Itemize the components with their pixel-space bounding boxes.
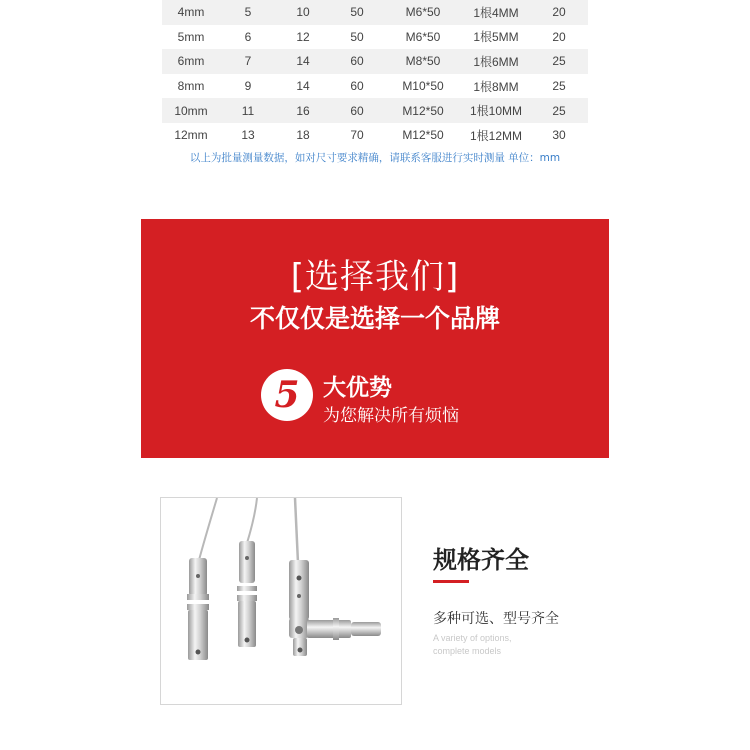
table-cell: M12*50 — [384, 123, 462, 148]
table-cell: 13 — [220, 123, 276, 148]
table-cell: 70 — [330, 123, 384, 148]
table-cell: 1根6MM — [462, 49, 530, 74]
table-cell: M10*50 — [384, 74, 462, 99]
table-row — [162, 25, 588, 50]
table-cell: 6mm — [162, 49, 220, 74]
table-row — [162, 0, 588, 25]
table-cell: 14 — [276, 74, 330, 99]
table-cell: 5 — [220, 0, 276, 25]
advantage-number-badge: 5 — [261, 369, 313, 421]
table-cell: 60 — [330, 98, 384, 123]
table-cell: 1根5MM — [462, 25, 530, 50]
table-cell: 18 — [276, 123, 330, 148]
table-cell: 7 — [220, 49, 276, 74]
table-cell: 5mm — [162, 25, 220, 50]
feature-english-line2: complete models — [433, 646, 502, 656]
fitting-middle — [237, 541, 257, 647]
spec-table — [162, 0, 588, 148]
wire-rope-fittings-illustration — [161, 498, 401, 704]
spec-table-body — [162, 0, 588, 148]
advantage-title: 大优势 — [323, 375, 392, 401]
table-cell: 12mm — [162, 123, 220, 148]
cable-right — [295, 498, 298, 563]
table-cell: 60 — [330, 49, 384, 74]
table-cell: 25 — [530, 74, 588, 99]
table-cell: 16 — [276, 98, 330, 123]
table-cell: 1根8MM — [462, 74, 530, 99]
feature-title: 规格齐全 — [433, 546, 529, 574]
table-cell: 25 — [530, 49, 588, 74]
table-cell: 1根4MM — [462, 0, 530, 25]
fitting-right — [289, 560, 381, 656]
table-cell: 1根10MM — [462, 98, 530, 123]
measurement-note: 以上为批量测量数据，如对尺寸要求精确，请联系客服进行实时测量 单位：mm — [189, 152, 561, 164]
table-cell: 10mm — [162, 98, 220, 123]
feature-title-underline — [433, 580, 469, 583]
table-cell: 50 — [330, 25, 384, 50]
table-row — [162, 123, 588, 148]
table-cell: 4mm — [162, 0, 220, 25]
cable-middle — [247, 498, 257, 543]
banner-subtitle: 不仅仅是选择一个品牌 — [249, 304, 500, 333]
promo-banner — [141, 219, 609, 458]
advantage-subtitle: 为您解决所有烦恼 — [323, 406, 459, 426]
table-cell: 60 — [330, 74, 384, 99]
table-row — [162, 49, 588, 74]
table-cell: M6*50 — [384, 0, 462, 25]
table-cell: 25 — [530, 98, 588, 123]
banner-title: [选择我们] — [290, 257, 460, 297]
table-cell: 14 — [276, 49, 330, 74]
table-cell: 10 — [276, 0, 330, 25]
table-row — [162, 98, 588, 123]
table-cell: 20 — [530, 0, 588, 25]
table-cell: 6 — [220, 25, 276, 50]
feature-description: 多种可选、型号齐全 — [433, 611, 559, 627]
table-cell: 9 — [220, 74, 276, 99]
product-photo — [160, 497, 402, 705]
feature-english-line1: A variety of options, — [433, 633, 512, 643]
table-cell: M6*50 — [384, 25, 462, 50]
table-cell: M12*50 — [384, 98, 462, 123]
table-cell: 50 — [330, 0, 384, 25]
table-cell: 1根12MM — [462, 123, 530, 148]
cable-left — [199, 498, 217, 560]
table-cell: 11 — [220, 98, 276, 123]
table-cell: 12 — [276, 25, 330, 50]
table-cell: 20 — [530, 25, 588, 50]
fitting-left — [187, 558, 209, 660]
table-cell: 30 — [530, 123, 588, 148]
table-row — [162, 74, 588, 99]
table-cell: M8*50 — [384, 49, 462, 74]
table-cell: 8mm — [162, 74, 220, 99]
